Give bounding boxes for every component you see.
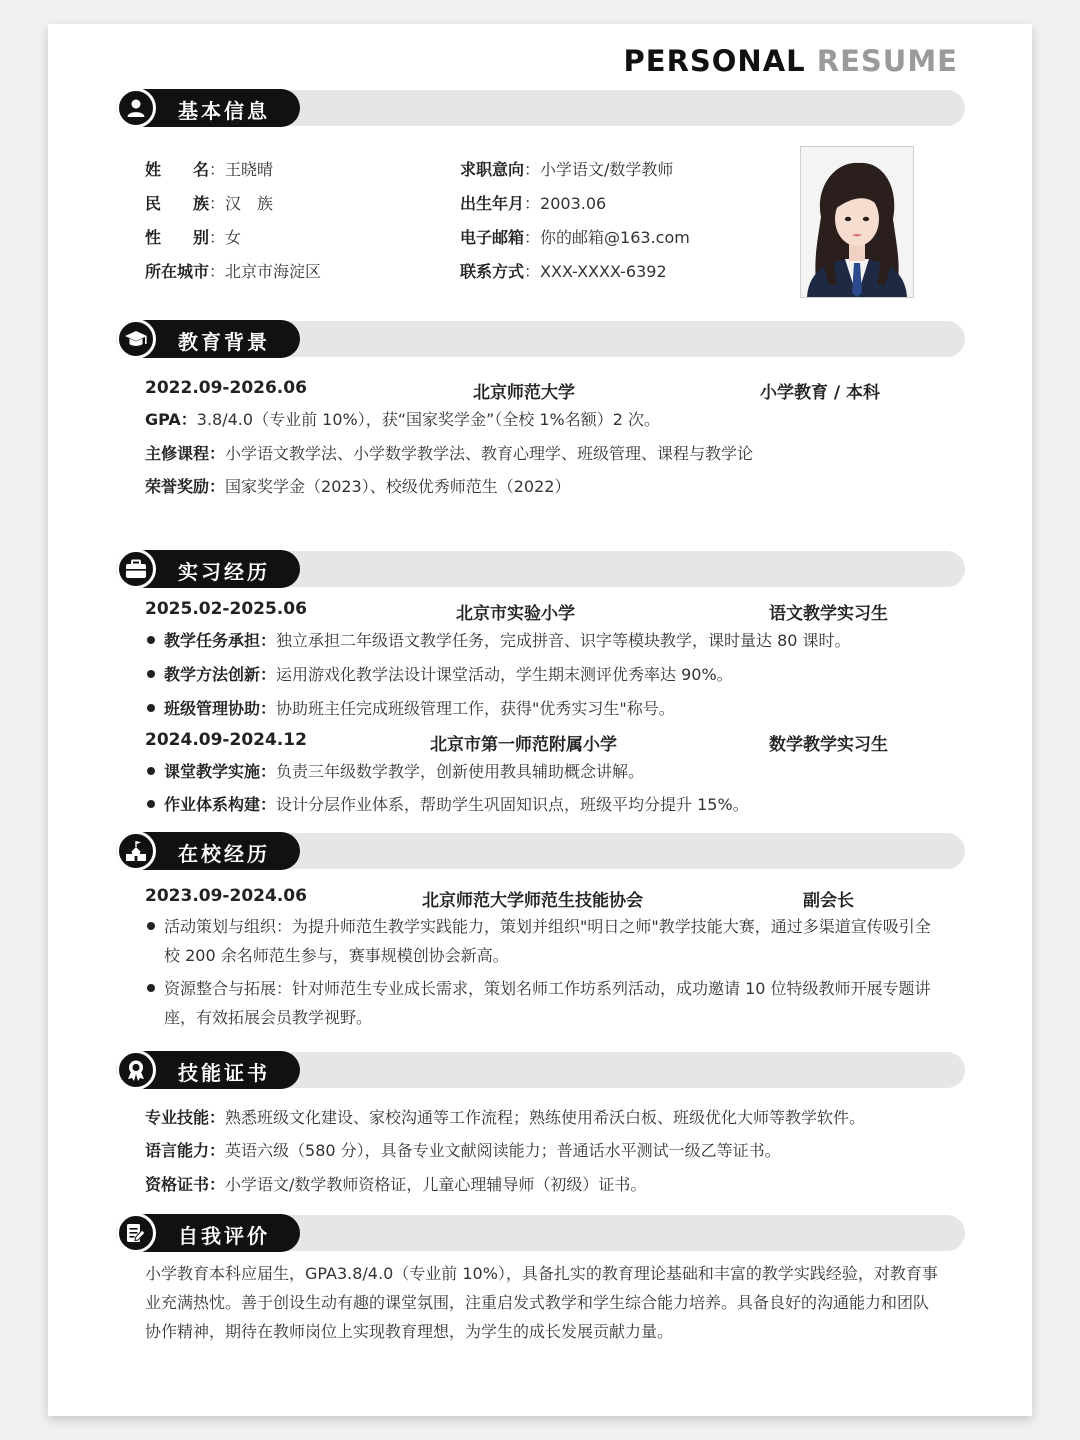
- section-header-skills: [116, 1051, 965, 1089]
- section-header-education: [116, 320, 965, 358]
- briefcase-icon: [116, 549, 156, 589]
- bullet: [147, 922, 155, 930]
- section-header-campus: [116, 832, 965, 870]
- education-period: 2022.09-2026.06: [145, 378, 307, 398]
- field-city: 所在城市：北京市海淀区: [145, 262, 322, 281]
- bullet: [147, 670, 155, 678]
- job-role: 数学教学实习生: [769, 735, 888, 755]
- education-major: 小学教育 / 本科: [760, 383, 881, 403]
- bullet: [147, 636, 155, 644]
- job-period: 2025.02-2025.06: [145, 599, 307, 619]
- field-phone: 联系方式：XXX-XXXX-6392: [460, 262, 667, 281]
- list-item: 作业体系构建：设计分层作业体系，帮助学生巩固知识点，班级平均分提升 15%。: [147, 792, 749, 815]
- edit-document-icon: [116, 1213, 156, 1253]
- section-title: 自我评价: [178, 1224, 270, 1248]
- section-title: 在校经历: [178, 842, 270, 866]
- education-honors: 荣誉奖励：国家奖学金（2023）、校级优秀师范生（2022）: [145, 477, 571, 496]
- campus-period: 2023.09-2024.06: [145, 886, 307, 906]
- section-title: 实习经历: [178, 560, 270, 584]
- job-org: 北京市第一师范附属小学: [430, 735, 617, 755]
- education-courses: 主修课程：小学语文教学法、小学数学教学法、教育心理学、班级管理、课程与教学论: [145, 444, 754, 463]
- skills-professional: 专业技能：熟悉班级文化建设、家校沟通等工作流程；熟练使用希沃白板、班级优化大师等教学软件。: [145, 1108, 866, 1127]
- field-email: 电子邮箱：你的邮箱@163.com: [460, 228, 690, 247]
- field-ethnicity: 民 族：汉 族: [145, 194, 274, 213]
- resume-title: PERSONAL RESUME: [623, 44, 958, 78]
- job-period: 2024.09-2024.12: [145, 730, 307, 750]
- person-icon: [116, 88, 156, 128]
- section-title: 基本信息: [178, 99, 270, 123]
- job-role: 语文教学实习生: [769, 604, 888, 624]
- section-title: 教育背景: [178, 330, 270, 354]
- campus-role: 副会长: [803, 891, 854, 911]
- section-title: 技能证书: [178, 1061, 270, 1085]
- field-job-intention: 求职意向：小学语文/数学教师: [460, 160, 674, 179]
- bullet: [147, 767, 155, 775]
- section-header-internship: [116, 550, 965, 588]
- list-item: 教学任务承担：独立承担二年级语文教学任务，完成拼音、识字等模块教学，课时量达 80 课时。: [147, 628, 851, 651]
- list-item: 资源整合与拓展：针对师范生专业成长需求，策划名师工作坊系列活动，成功邀请 10 位特级教师开展专题讲 座，有效拓展会员教学视野。: [147, 974, 967, 1032]
- job-org: 北京市实验小学: [456, 604, 575, 624]
- field-birth: 出生年月：2003.06: [460, 194, 607, 213]
- list-item: 课堂教学实施：负责三年级数学教学，创新使用教具辅助概念讲解。: [147, 759, 644, 782]
- school-building-icon: [116, 831, 156, 871]
- field-name: 姓 名：王晓晴: [145, 160, 274, 179]
- campus-org: 北京师范大学师范生技能协会: [422, 891, 643, 911]
- profile-photo: [800, 146, 914, 298]
- list-item: 活动策划与组织：为提升师范生教学实践能力，策划并组织"明日之师"教学技能大赛，通过多渠道宣传吸引全 校 200 余名师范生参与，赛事规模创协会新高。: [147, 912, 967, 970]
- section-header-self-evaluation: [116, 1214, 965, 1252]
- skills-language: 语言能力：英语六级（580 分），具备专业文献阅读能力；普通话水平测试一级乙等证书。: [145, 1141, 781, 1160]
- self-evaluation-text: 小学教育本科应届生，GPA3.8/4.0（专业前 10%），具备扎实的教育理论基础和丰富的教学实践经验，对教育事 业充满热忱。善于创设生动有趣的课堂氛围，注重启发式教学和学生综合能力培养。具备良好的沟通能力和团队 协作精神，期待在教师岗位上实现教育理想，为学生的成长发展贡献力量。: [145, 1264, 938, 1341]
- bullet: [147, 704, 155, 712]
- list-item: 班级管理协助：协助班主任完成班级管理工作，获得"优秀实习生"称号。: [147, 696, 675, 719]
- list-item: 教学方法创新：运用游戏化教学法设计课堂活动，学生期末测评优秀率达 90%。: [147, 662, 733, 685]
- field-gender: 性 别：女: [145, 228, 242, 247]
- education-school: 北京师范大学: [473, 383, 575, 403]
- bullet: [147, 800, 155, 808]
- resume-sheet: [48, 24, 1032, 1416]
- skills-certificates: 资格证书：小学语文/数学教师资格证，儿童心理辅导师（初级）证书。: [145, 1175, 647, 1194]
- graduation-cap-icon: [116, 319, 156, 359]
- section-header-basic-info: [116, 89, 965, 127]
- award-ribbon-icon: [116, 1050, 156, 1090]
- education-gpa: GPA：3.8/4.0（专业前 10%），获“国家奖学金”（全校 1%名额）2 次。: [145, 410, 661, 429]
- bullet: [147, 984, 155, 992]
